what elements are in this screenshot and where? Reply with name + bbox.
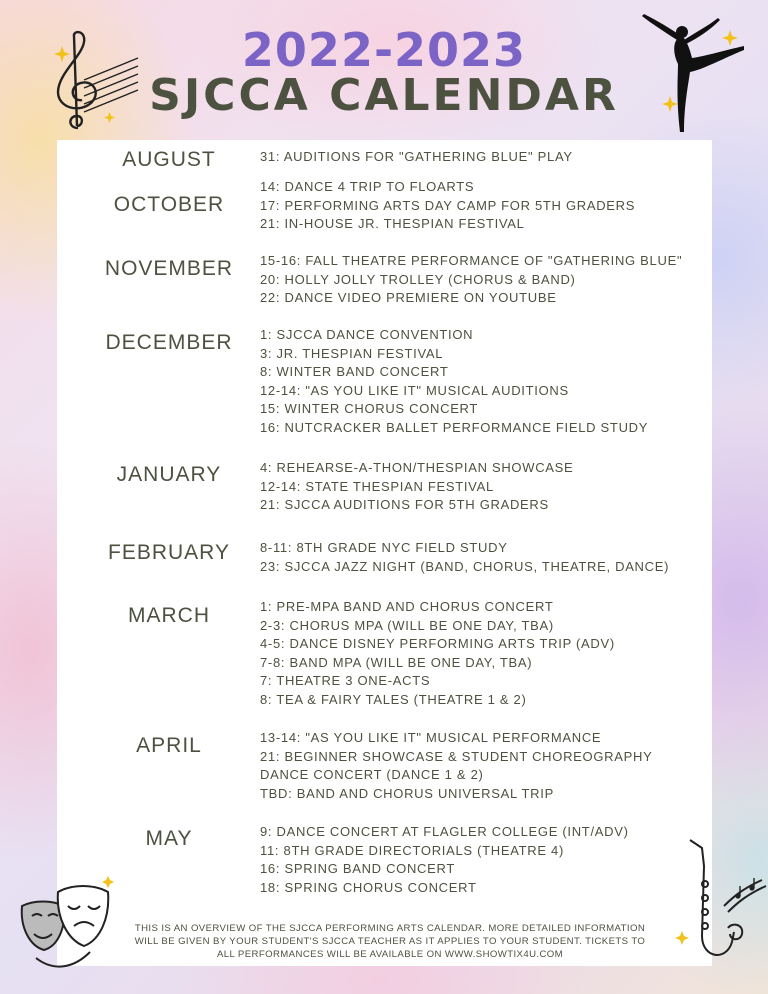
event-item: 21: BEGINNER SHOWCASE & STUDENT CHOREOGRAPHY <box>260 748 653 764</box>
footer-line: THIS IS AN OVERVIEW OF THE SJCCA PERFORMING ARTS CALENDAR. MORE DETAILED INFORMATION <box>134 923 646 934</box>
month-october: OCTOBER <box>113 193 225 216</box>
event-item: 14: DANCE 4 TRIP TO FLOARTS <box>260 179 475 194</box>
month-january: JANUARY <box>116 463 222 486</box>
month-april: APRIL <box>136 734 202 757</box>
event-item: 31: AUDITIONS FOR "GATHERING BLUE" PLAY <box>260 149 573 164</box>
event-item: 16: SPRING BAND CONCERT <box>260 861 456 877</box>
events-august <box>260 148 700 167</box>
events-january <box>260 459 700 515</box>
month-march: MARCH <box>128 604 210 627</box>
event-item: 21: IN-HOUSE JR. THESPIAN FESTIVAL <box>260 216 525 232</box>
treble-clef-icon <box>46 30 142 138</box>
event-item: 7: THEATRE 3 ONE-ACTS <box>260 673 431 689</box>
event-item: 12-14: STATE THESPIAN FESTIVAL <box>260 478 494 494</box>
event-item: DANCE CONCERT (DANCE 1 & 2) <box>260 767 484 783</box>
event-item: 4-5: DANCE DISNEY PERFORMING ARTS TRIP (ADV) <box>260 636 615 652</box>
events-february <box>260 539 700 576</box>
events-april <box>260 729 700 803</box>
month-august: AUGUST <box>122 148 216 171</box>
footer-line: WILL BE GIVEN BY YOUR STUDENT'S SJCCA TEACHER AS IT APPLIES TO YOUR STUDENT. TICKETS TO <box>134 936 646 947</box>
event-item: 15: WINTER CHORUS CONCERT <box>260 401 479 417</box>
event-item: TBD: BAND AND CHORUS UNIVERSAL TRIP <box>260 785 554 801</box>
event-item: 15-16: FALL THEATRE PERFORMANCE OF "GATHERING BLUE" <box>260 253 683 268</box>
event-item: 21: SJCCA AUDITIONS FOR 5TH GRADERS <box>260 497 549 513</box>
month-november: NOVEMBER <box>104 257 234 280</box>
events-november <box>260 252 700 308</box>
event-item: 11: 8TH GRADE DIRECTORIALS (THEATRE 4) <box>260 842 564 858</box>
event-item: 20: HOLLY JOLLY TROLLEY (CHORUS & BAND) <box>260 271 576 287</box>
event-item: 1: SJCCA DANCE CONVENTION <box>260 327 474 342</box>
events-october <box>260 178 700 234</box>
month-may: MAY <box>145 827 193 850</box>
footer-line: ALL PERFORMANCES WILL BE AVAILABLE ON WWW.SHOWTIX4U.COM <box>216 949 564 960</box>
event-item: 9: DANCE CONCERT AT FLAGLER COLLEGE (INT/ADV) <box>260 824 629 839</box>
saxophone-icon <box>672 836 768 972</box>
month-december: DECEMBER <box>105 331 233 354</box>
event-item: 8: TEA & FAIRY TALES (THEATRE 1 & 2) <box>260 691 527 707</box>
calendar-title: SJCCA CALENDAR <box>149 70 619 121</box>
events-may <box>260 823 700 897</box>
events-december <box>260 326 700 438</box>
calendar-footer-note <box>130 922 650 961</box>
calendar-year: 2022-2023 <box>241 23 527 77</box>
event-item: 17: PERFORMING ARTS DAY CAMP FOR 5TH GRADERS <box>260 197 636 213</box>
theatre-masks-icon <box>14 876 118 976</box>
event-item: 16: NUTCRACKER BALLET PERFORMANCE FIELD STUDY <box>260 419 649 435</box>
event-item: 1: PRE-MPA BAND AND CHORUS CONCERT <box>260 599 554 614</box>
event-item: 2-3: CHORUS MPA (WILL BE ONE DAY, TBA) <box>260 617 554 633</box>
event-item: 8-11: 8TH GRADE NYC FIELD STUDY <box>260 540 508 555</box>
event-item: 13-14: "AS YOU LIKE IT" MUSICAL PERFORMANCE <box>260 730 602 745</box>
ballet-dancer-icon <box>638 6 756 136</box>
event-item: 4: REHEARSE-A-THON/THESPIAN SHOWCASE <box>260 460 574 475</box>
event-item: 3: JR. THESPIAN FESTIVAL <box>260 345 444 361</box>
event-item: 18: SPRING CHORUS CONCERT <box>260 879 477 895</box>
month-february: FEBRUARY <box>108 541 230 564</box>
event-item: 8: WINTER BAND CONCERT <box>260 364 449 380</box>
event-item: 23: SJCCA JAZZ NIGHT (BAND, CHORUS, THEATRE, DANCE) <box>260 558 670 574</box>
event-item: 7-8: BAND MPA (WILL BE ONE DAY, TBA) <box>260 654 533 670</box>
event-item: 22: DANCE VIDEO PREMIERE ON YOUTUBE <box>260 290 557 306</box>
event-item: 12-14: "AS YOU LIKE IT" MUSICAL AUDITIONS <box>260 382 569 398</box>
events-march <box>260 598 700 710</box>
